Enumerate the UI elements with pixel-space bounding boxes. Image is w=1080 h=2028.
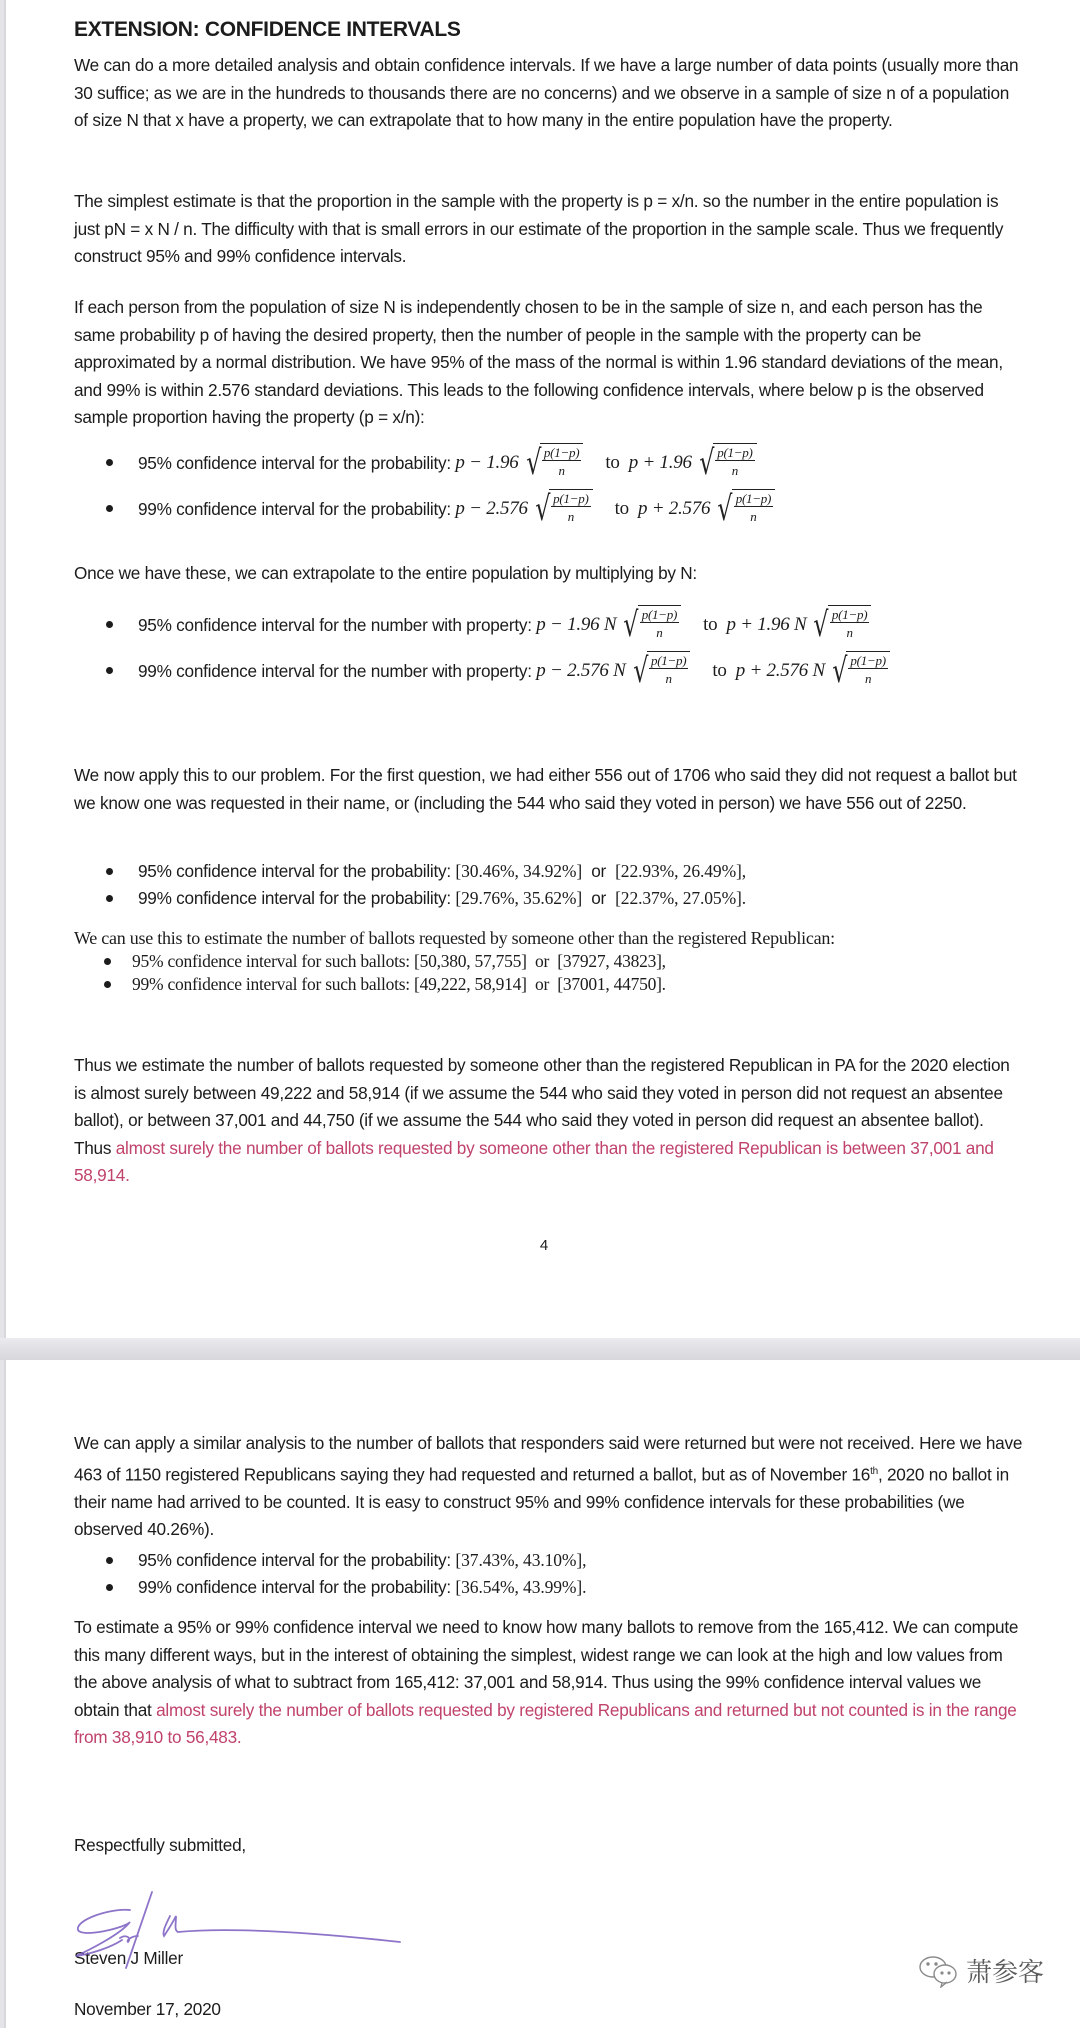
list-item bbox=[106, 1547, 586, 1574]
paragraph-estimate-ballots: We can use this to estimate the number of ballots requested by someone other than the registered Republican: bbox=[74, 928, 835, 948]
closing-line: Respectfully submitted, bbox=[74, 1835, 246, 1855]
result-or: or bbox=[591, 861, 606, 881]
fraction-numerator: p(1−p) bbox=[553, 491, 589, 506]
result-value: [50,380, 57,755] bbox=[414, 951, 527, 971]
formula-to: to bbox=[712, 660, 727, 681]
ordinal-suffix: th bbox=[870, 1465, 878, 1477]
signer-name: Steven J Miller bbox=[74, 1948, 183, 1968]
fraction-denominator: n bbox=[665, 671, 672, 686]
wechat-icon bbox=[918, 1954, 960, 1988]
result-value: [36.54%, 43.99%]. bbox=[455, 1577, 587, 1597]
formula-label: 99% confidence interval for the number with property: bbox=[138, 660, 532, 681]
bullet-icon bbox=[106, 621, 113, 628]
sqrt-expression: √ $\frac{p(1-p)}{n}$ bbox=[523, 443, 584, 483]
bullet-icon bbox=[106, 459, 113, 466]
probability-results-list bbox=[106, 858, 746, 912]
formula-label: 99% confidence interval for the probability: bbox=[138, 498, 451, 519]
list-item bbox=[104, 973, 666, 996]
paragraph-conclusion-1 bbox=[74, 1052, 1024, 1190]
list-item bbox=[104, 950, 666, 973]
highlighted-conclusion: almost surely the number of ballots requested by registered Republicans and returned but not counted is in the range from 38,910 to 56,483. bbox=[74, 1699, 1017, 1747]
fraction-numerator: p(1−p) bbox=[641, 607, 678, 622]
list-item bbox=[106, 486, 779, 532]
formula-lower: p − 1.96 N bbox=[536, 614, 617, 635]
probability-formula-list bbox=[106, 440, 779, 532]
result-alt-value: [22.93%, 26.49%], bbox=[615, 861, 747, 881]
paragraph-text: , 2020 no ballot in their name had arrived to be counted. It is easy to construct 95% and 99% confidence intervals for these probabilities (we observed 40.26%). bbox=[74, 1464, 1009, 1540]
paragraph-intro: We can do a more detailed analysis and obtain confidence intervals. If we have a large number of data points (usually more than 30 suffice; as we are in the hundreds to thousands there are no concerns) and we observe in a sample of size n of a population of size N that x have a property, we can extrapolate that to how many in the entire population have the property. bbox=[74, 55, 1019, 130]
number-formula-list bbox=[106, 602, 894, 694]
paragraph-conclusion-2 bbox=[74, 1614, 1024, 1752]
formula-upper: p + 1.96 N bbox=[726, 614, 807, 635]
fraction-denominator: n bbox=[846, 625, 853, 640]
signature-scribble bbox=[70, 1890, 430, 1970]
sqrt-expression: √ $\frac{p(1-p)}{n}$ bbox=[829, 651, 890, 691]
list-item bbox=[106, 440, 779, 486]
formula-lower: p − 2.576 bbox=[455, 498, 528, 519]
list-item bbox=[106, 602, 894, 648]
paragraph-extrapolate: Once we have these, we can extrapolate to the entire population by multiplying by N: bbox=[74, 563, 697, 583]
fraction-denominator: n bbox=[750, 509, 757, 524]
result-value: [29.76%, 35.62%] bbox=[455, 888, 583, 908]
formula-to: to bbox=[614, 498, 629, 519]
formula-to: to bbox=[605, 452, 620, 473]
sqrt-expression: √ $\frac{p(1-p)}{n}$ bbox=[810, 605, 871, 645]
bullet-icon bbox=[106, 667, 113, 674]
formula-upper: p + 1.96 bbox=[628, 452, 692, 473]
page-separator bbox=[0, 1338, 1080, 1360]
result-label: 95% confidence interval for the probability: bbox=[138, 861, 451, 881]
fraction-numerator: p(1−p) bbox=[735, 491, 772, 506]
result-alt-value: [37001, 44750]. bbox=[557, 974, 666, 994]
fraction-denominator: n bbox=[567, 509, 575, 524]
fraction-numerator: p(1−p) bbox=[650, 653, 687, 668]
result-label: 99% confidence interval for the probability: bbox=[138, 888, 451, 908]
bullet-icon bbox=[106, 505, 113, 512]
formula-upper: p + 2.576 N bbox=[735, 660, 825, 681]
conclusion-text: Thus we estimate the number of ballots requested by someone other than the registered Republican in PA for the 2020 election is almost surely between 49,222 and 58,914 (if we assume the 544 who said they voted in person did not request an absentee ballot), or between 37,001 and 44,750 (if we assume the 544 who said they voted in person did request an absentee ballot). Thus bbox=[74, 1055, 1010, 1158]
formula-to: to bbox=[703, 614, 718, 635]
sqrt-expression: √ $\frac{p(1-p)}{n}$ bbox=[696, 443, 757, 483]
paragraph-normal-approximation: If each person from the population of size N is independently chosen to be in the sample of size n, and each person has the same probability p of having the desired property, then the number of people in the sample with the property can be approximated by a normal distribution. We have 95% of the mass of the normal is within 1.96 standard deviations of the mean, and 99% is within 2.576 standard deviations. This leads to the following confidence intervals, where below p is the observed sample proportion having the property (p = x/n): bbox=[74, 297, 1003, 427]
document-page-4 bbox=[4, 0, 1080, 1338]
list-item bbox=[106, 648, 894, 694]
watermark bbox=[918, 1952, 1044, 1989]
signature-date: November 17, 2020 bbox=[74, 1999, 221, 2019]
sqrt-expression: √ $\frac{p(1-p)}{n}$ bbox=[532, 489, 593, 529]
bullet-icon bbox=[106, 1584, 113, 1591]
returned-probability-results bbox=[106, 1547, 586, 1601]
result-or: or bbox=[534, 974, 550, 994]
sqrt-expression: √ $\frac{p(1-p)}{n}$ bbox=[620, 605, 681, 645]
list-item bbox=[106, 1574, 586, 1601]
fraction-denominator: n bbox=[656, 625, 663, 640]
fraction-denominator: n bbox=[731, 463, 739, 478]
sqrt-expression: √ $\frac{p(1-p)}{n}$ bbox=[714, 489, 775, 529]
result-label: 95% confidence interval for such ballots: bbox=[132, 951, 410, 971]
result-value: [30.46%, 34.92%] bbox=[455, 861, 583, 881]
result-label: 99% confidence interval for such ballots: bbox=[132, 974, 410, 994]
section-heading: EXTENSION: CONFIDENCE INTERVALS bbox=[74, 18, 461, 41]
formula-lower: p − 1.96 bbox=[455, 452, 519, 473]
fraction-numerator: p(1−p) bbox=[831, 607, 868, 622]
result-value: [49,222, 58,914] bbox=[414, 974, 527, 994]
ballot-results-list bbox=[104, 950, 666, 996]
formula-label: 95% confidence interval for the number with property: bbox=[138, 614, 532, 635]
fraction-denominator: n bbox=[865, 671, 872, 686]
formula-label: 95% confidence interval for the probability: bbox=[138, 452, 451, 473]
paragraph-text: We can apply a similar analysis to the number of ballots that responders said were returned but were not received. Here we have 463 of 1150 registered Republicans saying they had requested and returned a ballot, but as of November 16 bbox=[74, 1433, 1023, 1485]
fraction-numerator: p(1−p) bbox=[543, 445, 580, 460]
sqrt-expression: √ $\frac{p(1-p)}{n}$ bbox=[630, 651, 691, 691]
fraction-denominator: n bbox=[558, 463, 565, 478]
result-alt-value: [22.37%, 27.05%]. bbox=[615, 888, 747, 908]
fraction-numerator: p(1−p) bbox=[850, 653, 886, 668]
formula-lower: p − 2.576 N bbox=[536, 660, 626, 681]
result-or: or bbox=[591, 888, 606, 908]
paragraph-returned-not-received bbox=[74, 1430, 1024, 1544]
bullet-icon bbox=[106, 868, 113, 875]
conclusion-text: To estimate a 95% or 99% confidence interval we need to know how many ballots to remove from the 165,412. We can compute this many different ways, but in the interest of obtaining the simplest, widest range we can look at the high and low values from the above analysis of what to subtract from 165,412: 37,001 and 58,914. Thus using the 99% confidence interval values we obtain that bbox=[74, 1617, 1019, 1720]
paragraph-simplest-estimate: The simplest estimate is that the proportion in the sample with the property is p = x/n. so the number in the entire population is just pN = x N / n. The difficulty with that is small errors in our estimate of the proportion in the sample scale. Thus we frequently construct 95% and 99% confidence intervals. bbox=[74, 191, 1004, 266]
result-alt-value: [37927, 43823], bbox=[557, 951, 666, 971]
watermark-text: 萧参客 bbox=[966, 1958, 1045, 1988]
list-item bbox=[106, 885, 746, 912]
list-item bbox=[106, 858, 746, 885]
bullet-icon bbox=[104, 981, 111, 988]
result-value: [37.43%, 43.10%], bbox=[455, 1550, 587, 1570]
result-label: 95% confidence interval for the probability: bbox=[138, 1550, 451, 1570]
result-label: 99% confidence interval for the probability: bbox=[138, 1577, 451, 1597]
paragraph-apply-problem: We now apply this to our problem. For the first question, we had either 556 out of 1706 who said they did not request a ballot but we know one was requested in their name, or (including the 544 who said they voted in person) we have 556 out of 2250. bbox=[74, 765, 1017, 813]
highlighted-conclusion: almost surely the number of ballots requested by someone other than the registered Republican is between 37,001 and 58,914. bbox=[74, 1137, 994, 1185]
bullet-icon bbox=[106, 1557, 113, 1564]
result-or: or bbox=[534, 951, 550, 971]
formula-upper: p + 2.576 bbox=[637, 498, 711, 519]
fraction-numerator: p(1−p) bbox=[717, 445, 753, 460]
bullet-icon bbox=[104, 958, 111, 965]
bullet-icon bbox=[106, 895, 113, 902]
page-number: 4 bbox=[539, 1237, 549, 1254]
